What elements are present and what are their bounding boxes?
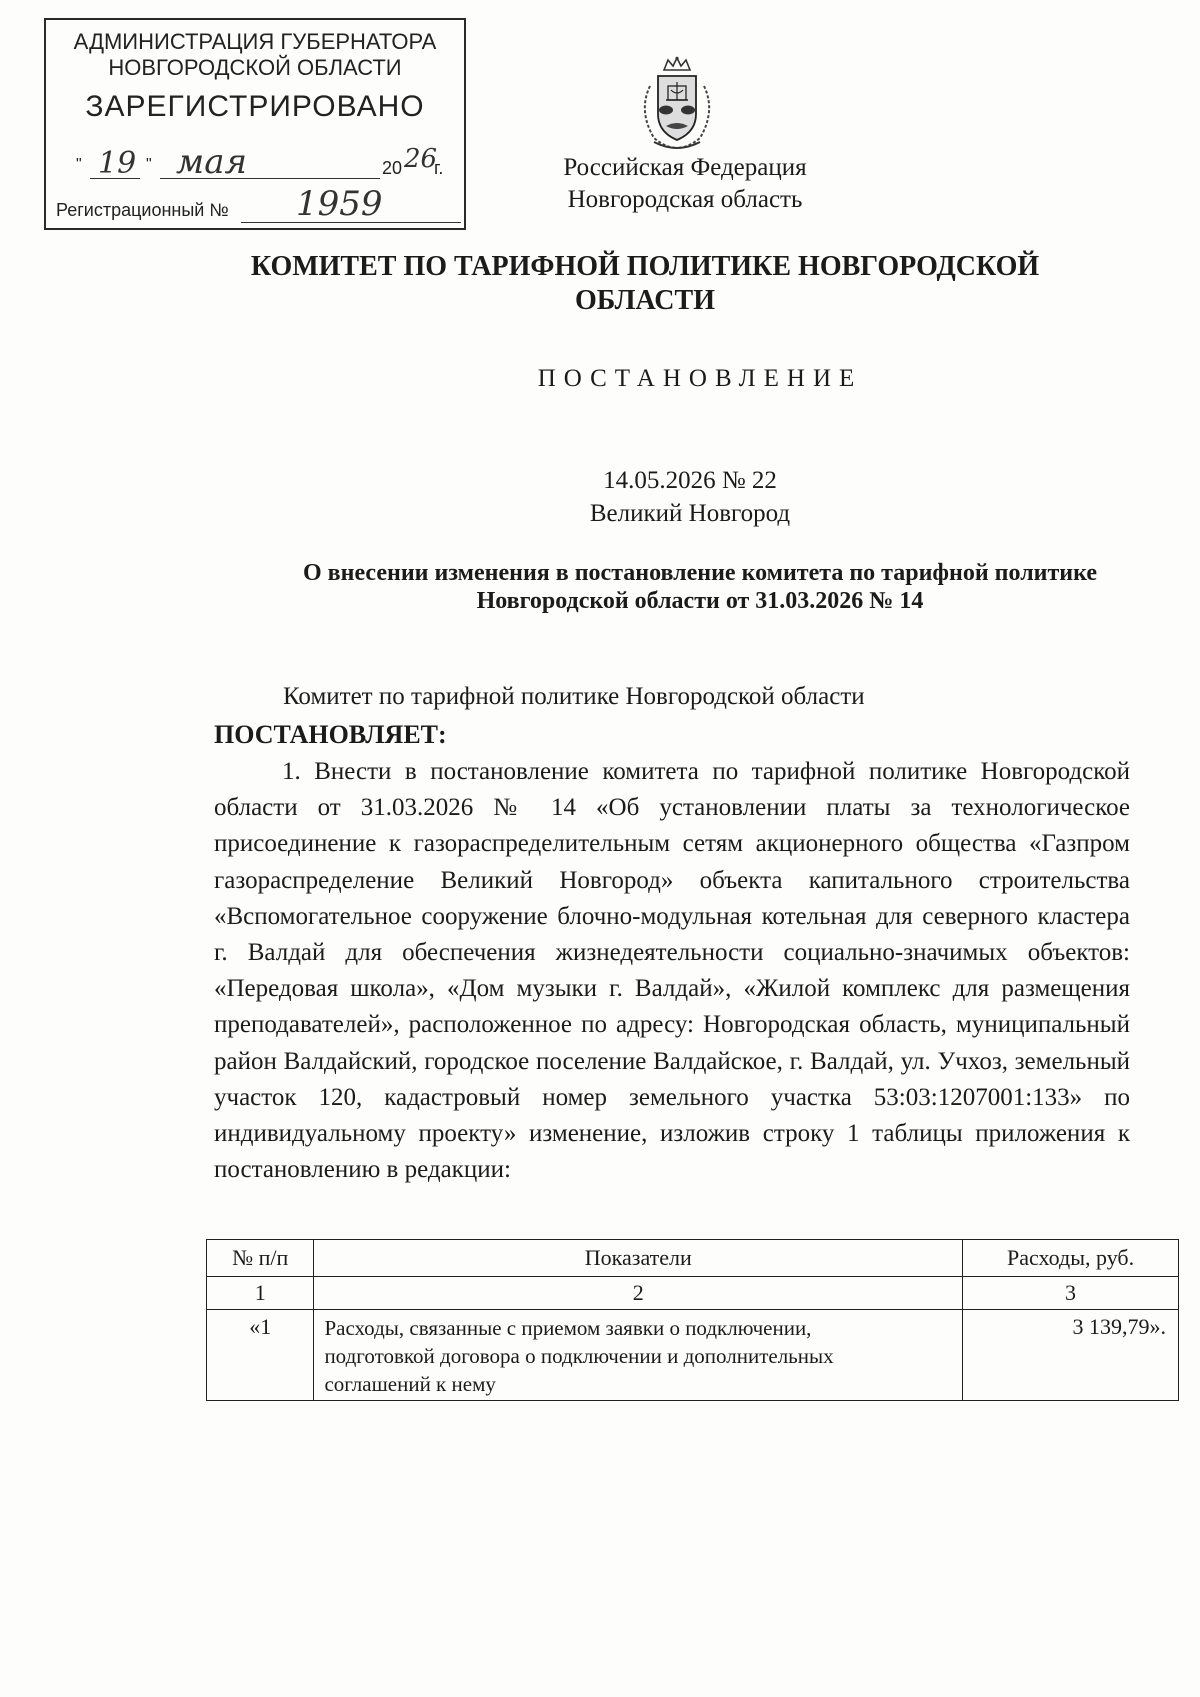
table-cell: 2	[314, 1277, 963, 1310]
description-line: соглашений к нему	[324, 1372, 496, 1396]
committee-title: КОМИТЕТ ПО ТАРИФНОЙ ПОЛИТИКЕ НОВГОРОДСКОЙ ОБЛАСТИ	[250, 251, 1040, 316]
description-line: подготовкой договора о подключении и дополнительных	[324, 1344, 834, 1368]
stamp-regno-handwritten: 1959	[296, 184, 383, 224]
subject-line-2: Новгородской области от 31.03.2026 № 14	[476, 588, 924, 614]
stamp-year-unit: г.	[434, 158, 444, 178]
table-header-cell: Расходы, руб.	[963, 1240, 1179, 1277]
header-block	[520, 152, 850, 216]
stamp-year-handwritten: 26	[404, 144, 438, 174]
document-subject	[200, 559, 1200, 615]
stamp-day-handwritten: 19	[98, 146, 137, 181]
table-header-row	[207, 1240, 1179, 1277]
table-cell-value: 3 139,79».	[963, 1310, 1179, 1401]
description-line: Расходы, связанные с приемом заявки о подключении,	[324, 1316, 812, 1340]
table-row	[207, 1310, 1179, 1401]
document-date-number: 14.05.2026 № 22	[603, 467, 777, 494]
federation-name: Российская Федерация	[563, 154, 807, 181]
stamp-date-row	[76, 144, 451, 184]
table-cell: 3	[963, 1277, 1179, 1310]
stamp-open-quote: "	[76, 156, 82, 173]
stamp-registered-label: ЗАРЕГИСТРИРОВАНО	[85, 90, 425, 123]
table-cell-description	[314, 1310, 963, 1401]
document-city: Великий Новгород	[589, 500, 791, 527]
table-header-cell: № п/п	[207, 1240, 314, 1277]
table-cell-row-number: «1	[207, 1310, 314, 1401]
subject-line-1: О внесении изменения в постановление комитета по тарифной политике	[303, 560, 1097, 586]
region-name: Новгородская область	[567, 186, 803, 213]
registration-stamp	[44, 18, 466, 230]
stamp-regno-label: Регистрационный №	[56, 200, 229, 220]
stamp-authority-line2: НОВГОРОДСКОЙ ОБЛАСТИ	[108, 55, 402, 80]
intro-text: Комитет по тарифной политике Новгородской области	[283, 683, 865, 710]
resolution-heading: ПОСТАНОВЛЯЕТ:	[214, 720, 447, 749]
stamp-authority-line1: АДМИНИСТРАЦИЯ ГУБЕРНАТОРА	[73, 29, 437, 54]
stamp-year-prefix: 20	[382, 158, 403, 178]
table-cell: 1	[207, 1277, 314, 1310]
table-header-cell: Показатели	[314, 1240, 963, 1277]
table-column-number-row	[207, 1277, 1179, 1310]
stamp-regno-row	[56, 184, 461, 226]
paragraph-1: 1. Внести в постановление комитета по тарифной политике Новгородской области от 31.03.2026 № 14 «Об установлении платы за технологическое присоединение к газораспределительным сетям акционерного общества «Газпром газораспределение Великий Новгород» объекта капитального строительства «Вспомогательное сооружение блочно-модульная котельная для северного кластера г. Валдай для обеспечения жизнедеятельности социально-значимых объектов: «Передовая школа», «Дом музыки г. Валдай», «Жилой комплекс для размещения преподавателей», расположенное по адресу: Новгородская область, муниципальный район Валдайский, городское поселение Валдайское, г. Валдай, ул. Учхоз, земельный участок 120, кадастровый номер земельного участка 53:03:1207001:133» по индивидуальному проекту» изменение, изложив строку 1 таблицы приложения к постановлению в редакции:	[214, 758, 1130, 1184]
document-type: ПОСТАНОВЛЕНИЕ	[537, 365, 863, 392]
stamp-month-handwritten: мая	[176, 142, 247, 182]
novgorod-coat-of-arms-icon	[630, 56, 724, 154]
tariff-table	[206, 1239, 1179, 1401]
stamp-close-quote: "	[146, 156, 152, 173]
